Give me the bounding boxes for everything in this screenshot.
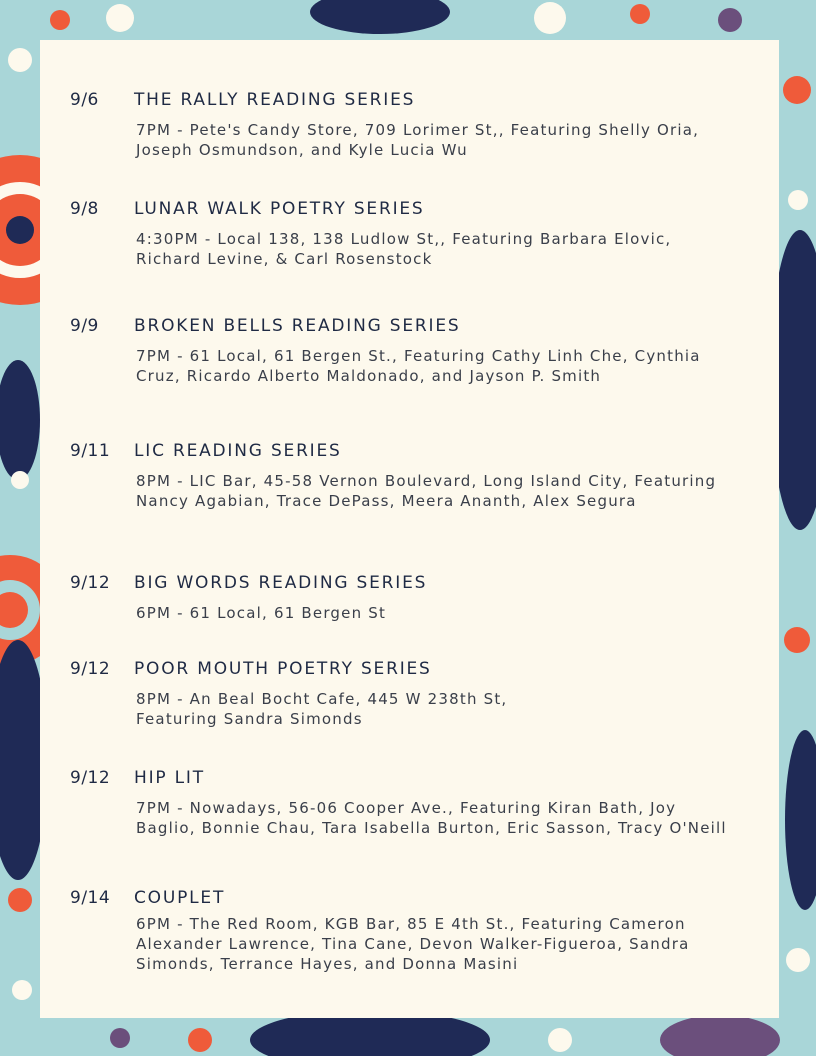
event-date: 9/14 xyxy=(70,888,111,908)
event-description: 8PM - An Beal Bocht Cafe, 445 W 238th St, Featuring Sandra Simonds xyxy=(136,690,508,728)
event-title: BROKEN BELLS READING SERIES xyxy=(134,316,461,336)
event-date: 9/8 xyxy=(70,199,99,219)
event-description: 4:30PM - Local 138, 138 Ludlow St,, Featuring Barbara Elovic, Richard Levine, & Carl Rosenstock xyxy=(136,230,672,268)
event-title: LIC READING SERIES xyxy=(134,441,342,461)
event-date: 9/12 xyxy=(70,768,111,788)
event-title: COUPLET xyxy=(134,888,226,908)
event-description: 6PM - The Red Room, KGB Bar, 85 E 4th St., Featuring Cameron Alexander Lawrence, Tina Cane, Devon Walker-Figueroa, Sandra Simonds, Terrance Hayes, and Donna Masini xyxy=(136,915,690,973)
event-listing-card xyxy=(40,40,779,1018)
event-description: 6PM - 61 Local, 61 Bergen St xyxy=(136,604,387,622)
event-date: 9/9 xyxy=(70,316,99,336)
event-description: 8PM - LIC Bar, 45-58 Vernon Boulevard, Long Island City, Featuring Nancy Agabian, Trace DePass, Meera Ananth, Alex Segura xyxy=(136,472,717,510)
event-title: THE RALLY READING SERIES xyxy=(134,90,416,110)
event-title: HIP LIT xyxy=(134,768,205,788)
event-title: BIG WORDS READING SERIES xyxy=(134,573,428,593)
event-description: 7PM - Pete's Candy Store, 709 Lorimer St,, Featuring Shelly Oria, Joseph Osmundson, and Kyle Lucia Wu xyxy=(136,121,700,159)
event-description: 7PM - Nowadays, 56-06 Cooper Ave., Featuring Kiran Bath, Joy Baglio, Bonnie Chau, Tara Isabella Burton, Eric Sasson, Tracy O'Neill xyxy=(136,799,727,837)
event-title: LUNAR WALK POETRY SERIES xyxy=(134,199,425,219)
event-description: 7PM - 61 Local, 61 Bergen St., Featuring Cathy Linh Che, Cynthia Cruz, Ricardo Alberto Maldonado, and Jayson P. Smith xyxy=(136,347,701,385)
event-date: 9/6 xyxy=(70,90,99,110)
event-date: 9/11 xyxy=(70,441,111,461)
event-date: 9/12 xyxy=(70,573,111,593)
event-title: POOR MOUTH POETRY SERIES xyxy=(134,659,432,679)
event-date: 9/12 xyxy=(70,659,111,679)
